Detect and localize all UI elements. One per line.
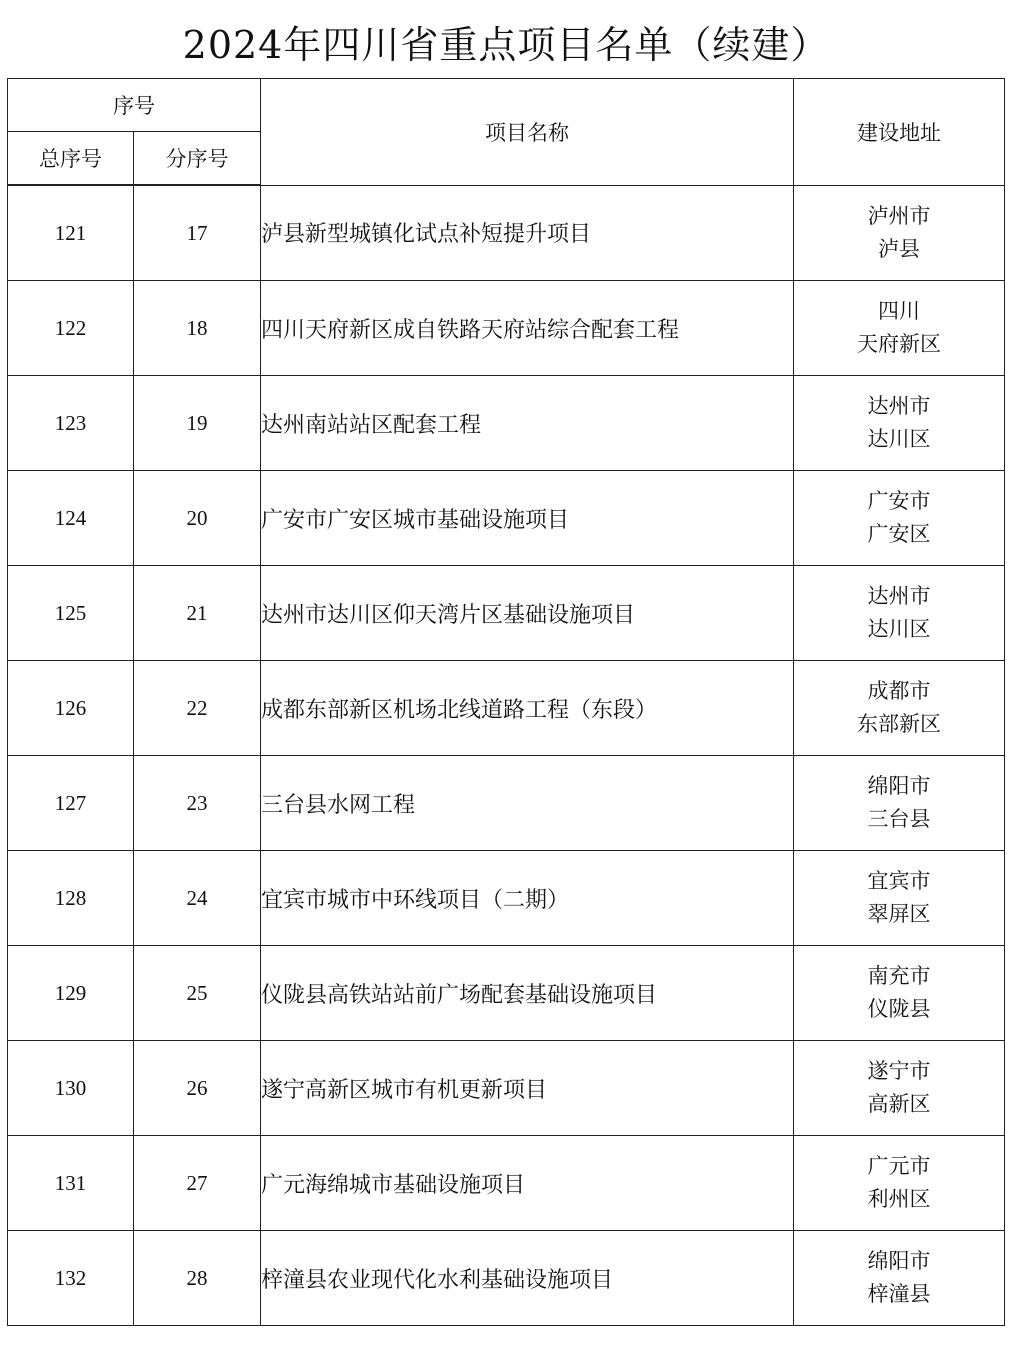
- project-name-cell: 泸县新型城镇化试点补短提升项目: [261, 185, 794, 281]
- project-name-cell: 三台县水网工程: [261, 756, 794, 851]
- project-name-cell: 广元海绵城市基础设施项目: [261, 1136, 794, 1231]
- address-district: 达川区: [867, 617, 931, 641]
- address-cell: [794, 851, 1005, 946]
- address-cell: [794, 281, 1005, 376]
- header-project-name: 项目名称: [261, 79, 794, 186]
- project-name-cell: 仪陇县高铁站站前广场配套基础设施项目: [261, 946, 794, 1041]
- sub-number-cell: 18: [134, 281, 261, 376]
- address-district: 梓潼县: [867, 1282, 931, 1306]
- address-city: 绵阳市: [867, 1249, 931, 1273]
- sub-number-cell: 21: [134, 566, 261, 661]
- sub-number-cell: 26: [134, 1041, 261, 1136]
- address-cell: [794, 376, 1005, 471]
- address-city: 泸州市: [867, 203, 931, 228]
- total-number-cell: 124: [8, 471, 134, 566]
- total-number-cell: 122: [8, 281, 134, 376]
- address-district: 东部新区: [857, 712, 941, 736]
- address-cell: [794, 471, 1005, 566]
- header-serial-group: 序号: [8, 79, 261, 132]
- address-cell: [794, 566, 1005, 661]
- total-number-cell: 132: [8, 1231, 134, 1326]
- total-number-cell: 126: [8, 661, 134, 756]
- address-district: 天府新区: [857, 332, 941, 356]
- sub-number-cell: 23: [134, 756, 261, 851]
- sub-number-cell: 25: [134, 946, 261, 1041]
- total-number-cell: 127: [8, 756, 134, 851]
- address-district: 广安区: [867, 522, 931, 546]
- project-name-cell: 达州南站站区配套工程: [261, 376, 794, 471]
- total-number-cell: 121: [8, 185, 134, 281]
- address-cell: [794, 1041, 1005, 1136]
- header-address: 建设地址: [794, 79, 1005, 186]
- table-row: [8, 851, 1005, 946]
- total-number-cell: 123: [8, 376, 134, 471]
- address-cell: [794, 946, 1005, 1041]
- address-cell: [794, 756, 1005, 851]
- address-city: 遂宁市: [867, 1059, 931, 1083]
- address-district: 高新区: [867, 1092, 931, 1116]
- address-cell: [794, 185, 1005, 281]
- address-district: 利州区: [867, 1187, 931, 1211]
- project-name-cell: 达州市达川区仰天湾片区基础设施项目: [261, 566, 794, 661]
- project-name-cell: 宜宾市城市中环线项目（二期）: [261, 851, 794, 946]
- address-district: 达川区: [867, 427, 931, 451]
- total-number-cell: 131: [8, 1136, 134, 1231]
- project-name-cell: 梓潼县农业现代化水利基础设施项目: [261, 1231, 794, 1326]
- address-city: 绵阳市: [867, 774, 931, 798]
- address-city: 成都市: [867, 679, 931, 703]
- total-number-cell: 128: [8, 851, 134, 946]
- address-city: 达州市: [867, 584, 931, 608]
- address-cell: [794, 1231, 1005, 1326]
- address-district: 泸县: [878, 236, 920, 261]
- page-title: 2024年四川省重点项目名单（续建）: [182, 23, 830, 67]
- project-name-cell: 成都东部新区机场北线道路工程（东段）: [261, 661, 794, 756]
- sub-number-cell: 24: [134, 851, 261, 946]
- header-sub-number: 分序号: [134, 132, 261, 186]
- total-number-cell: 129: [8, 946, 134, 1041]
- sub-number-cell: 19: [134, 376, 261, 471]
- address-district: 三台县: [867, 807, 931, 831]
- table-row: [8, 1136, 1005, 1231]
- address-city: 四川: [878, 299, 920, 323]
- table-row: [8, 566, 1005, 661]
- table-row: [8, 946, 1005, 1041]
- project-name-cell: 遂宁高新区城市有机更新项目: [261, 1041, 794, 1136]
- total-number-cell: 130: [8, 1041, 134, 1136]
- address-city: 南充市: [867, 964, 931, 988]
- address-city: 广安市: [867, 489, 931, 513]
- address-city: 宜宾市: [867, 869, 931, 893]
- project-name-cell: 四川天府新区成自铁路天府站综合配套工程: [261, 281, 794, 376]
- project-name-cell: 广安市广安区城市基础设施项目: [261, 471, 794, 566]
- table-row: [8, 281, 1005, 376]
- total-number-cell: 125: [8, 566, 134, 661]
- address-cell: [794, 661, 1005, 756]
- sub-number-cell: 22: [134, 661, 261, 756]
- table-row: [8, 661, 1005, 756]
- table-row: [8, 1231, 1005, 1326]
- sub-number-cell: 17: [134, 185, 261, 281]
- address-city: 广元市: [867, 1154, 931, 1178]
- table-row: [8, 471, 1005, 566]
- address-district: 仪陇县: [867, 997, 931, 1021]
- header-total-number: 总序号: [8, 132, 134, 186]
- project-table: [7, 78, 1005, 1326]
- table-row: [8, 185, 1005, 281]
- address-city: 达州市: [867, 394, 931, 418]
- sub-number-cell: 20: [134, 471, 261, 566]
- table-row: [8, 756, 1005, 851]
- sub-number-cell: 27: [134, 1136, 261, 1231]
- sub-number-cell: 28: [134, 1231, 261, 1326]
- address-cell: [794, 1136, 1005, 1231]
- address-district: 翠屏区: [867, 902, 931, 926]
- table-row: [8, 376, 1005, 471]
- table-row: [8, 1041, 1005, 1136]
